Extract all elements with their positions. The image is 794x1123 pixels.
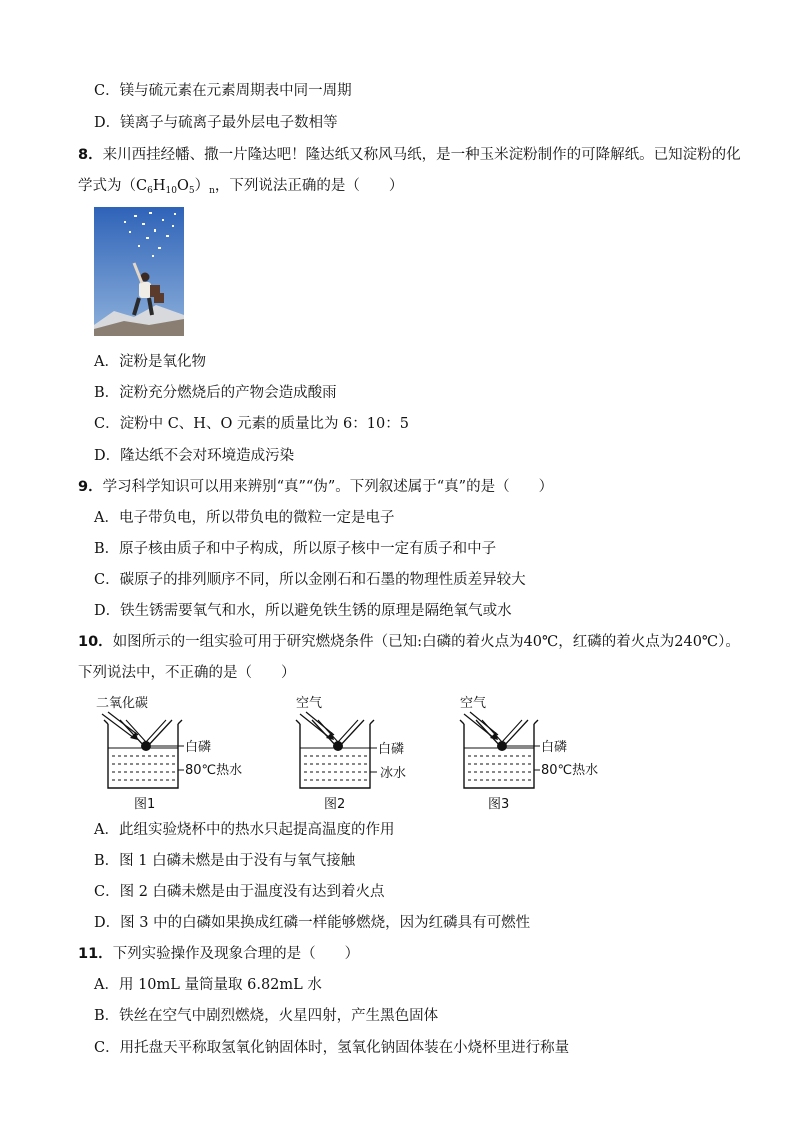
fig1-arrow-shaft (102, 714, 134, 738)
combustion-figure-svg (90, 690, 630, 818)
q8-formula-sub-n: n (209, 186, 215, 196)
fig1-gas-label: 二氧化碳 (96, 696, 149, 711)
lungta-photo (94, 207, 184, 336)
fig2-caption: 图2 (324, 797, 346, 812)
figure-3 (460, 695, 598, 812)
fig2-solid-label: 白磷 (378, 742, 405, 757)
fig3-caption: 图3 (488, 797, 510, 812)
q10-option-c: C．图 2 白磷未燃是由于温度没有达到着火点 (94, 884, 385, 900)
q10-option-b: B．图 1 白磷未燃是由于没有与氧气接触 (94, 853, 356, 869)
q8-formula-sub-o: 5 (188, 186, 195, 196)
fig3-copper-plate-inner (482, 720, 522, 742)
q10-option-d: D．图 3 中的白磷如果换成红磷一样能够燃烧，因为红磷具有可燃性 (94, 915, 531, 931)
fig2-gas-label: 空气 (296, 696, 323, 711)
q8-stem-line2 (78, 176, 403, 196)
q11-stem-text: 下列实验操作及现象合理的是（ ） (112, 946, 360, 962)
fig1-solid-label: 白磷 (185, 740, 212, 755)
q8-formula-pre: 学式为（C (78, 178, 148, 194)
combustion-figure (90, 690, 630, 818)
q10-stem-line1 (78, 632, 740, 652)
q8-stem-line1 (78, 145, 741, 165)
q8-number: 8． (78, 147, 103, 163)
q10-stem-text1: 如图所示的一组实验可用于研究燃烧条件（已知:白磷的着火点为40℃，红磷的着火点为240℃）。 (112, 634, 740, 650)
q11-option-b: B．铁丝在空气中剧烈燃烧，火星四射，产生黑色固体 (94, 1008, 439, 1024)
q8-stem-text1: 来川西挂经幡、撒一片隆达吧！隆达纸又称风马纸，是一种玉米淀粉制作的可降解纸。已知淀粉的化 (102, 147, 741, 163)
fig3-liquid-label: 80℃热水 (541, 763, 599, 778)
q8-formula-sub-h: 10 (165, 186, 177, 196)
q10-number: 10． (78, 634, 113, 650)
fig3-solid-label: 白磷 (541, 740, 568, 755)
q8-stem-text2: ，下列说法正确的是（ ） (214, 178, 404, 194)
q8-formula-o: O (176, 178, 189, 194)
fig3-water-lines (468, 756, 532, 780)
q9-option-c: C．碳原子的排列顺序不同，所以金刚石和石墨的物理性质差异较大 (94, 572, 526, 588)
q8-formula-h: H (152, 178, 166, 194)
fig2-water-lines (304, 756, 368, 780)
fig2-arrow-shaft2 (306, 712, 334, 735)
fig1-white-phosphorus (141, 741, 151, 751)
q11-stem (78, 944, 359, 964)
q7-option-c: C．镁与硫元素在元素周期表中同一周期 (94, 83, 352, 99)
q8-option-a: A．淀粉是氧化物 (94, 354, 206, 370)
q9-stem (78, 477, 553, 497)
q9-stem-text: 学习科学知识可以用来辨别“真”“伪”。下列叙述属于“真”的是（ ） (102, 479, 554, 495)
q7-option-d: D．镁离子与硫离子最外层电子数相等 (94, 115, 338, 131)
figure-1 (96, 695, 242, 812)
figure-2 (296, 695, 406, 812)
q8-option-d: D．隆达纸不会对环境造成污染 (94, 448, 295, 464)
q11-option-c: C．用托盘天平称取氢氧化钠固体时，氢氧化钠固体装在小烧杯里进行称量 (94, 1040, 570, 1056)
q11-option-a: A．用 10mL 量筒量取 6.82mL 水 (94, 977, 322, 993)
q8-option-c: C．淀粉中 C、H、O 元素的质量比为 6：10：5 (94, 416, 409, 432)
q9-option-d: D．铁生锈需要氧气和水，所以避免铁生锈的原理是隔绝氧气或水 (94, 603, 512, 619)
q8-formula-sub-c: 6 (147, 186, 153, 196)
fig2-liquid-label: 冰水 (380, 766, 407, 781)
lungta-photo-svg (94, 207, 184, 336)
q9-number: 9． (78, 479, 103, 495)
q9-option-b: B．原子核由质子和中子构成，所以原子核中一定有质子和中子 (94, 541, 497, 557)
fig1-liquid-label: 80℃热水 (185, 763, 243, 778)
q8-option-b: B．淀粉充分燃烧后的产物会造成酸雨 (94, 385, 337, 401)
fig3-white-phosphorus (497, 741, 507, 751)
fig3-gas-label: 空气 (460, 696, 487, 711)
q10-option-a: A．此组实验烧杯中的热水只起提高温度的作用 (94, 822, 395, 838)
q8-formula-close: ） (194, 178, 210, 194)
fig2-copper-plate-inner (318, 720, 358, 742)
fig3-arrow-shaft2 (470, 712, 498, 735)
q11-number: 11． (78, 946, 113, 962)
fig1-water-lines (112, 756, 176, 780)
fig1-caption: 图1 (134, 797, 156, 812)
q10-stem-line2: 下列说法中，不正确的是（ ） (78, 665, 296, 681)
q9-option-a: A．电子带负电，所以带负电的微粒一定是电子 (94, 510, 395, 526)
fig2-white-phosphorus (333, 741, 343, 751)
